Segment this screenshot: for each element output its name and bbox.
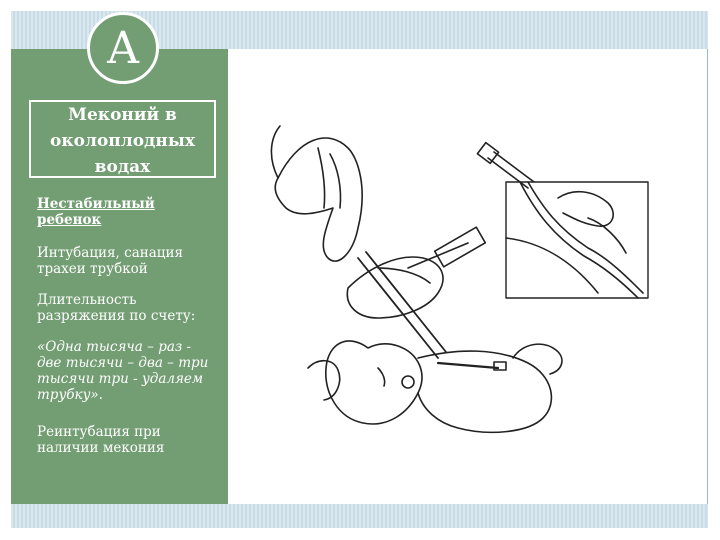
intubation-illustration (258, 118, 678, 438)
slide-title: Меконий в околоплодных водах (29, 100, 216, 178)
text-suction-duration: Длительность разряжения по счету: (37, 292, 196, 324)
text-intubation: Интубация, санация трахеи трубкой (37, 245, 183, 277)
text-reintubation: Реинтубация при наличии мекония (37, 424, 165, 456)
bottom-decor-band (11, 504, 708, 528)
text-count-quote: «Одна тысяча – раз - две тысячи – два – три тысячи три - удаляем трубку». (37, 339, 209, 403)
text-unstable-baby: Нестабильный ребенок (37, 196, 155, 228)
upper-hand (275, 138, 362, 261)
endotracheal-tube (358, 252, 446, 358)
section-letter-badge: А (87, 12, 159, 84)
